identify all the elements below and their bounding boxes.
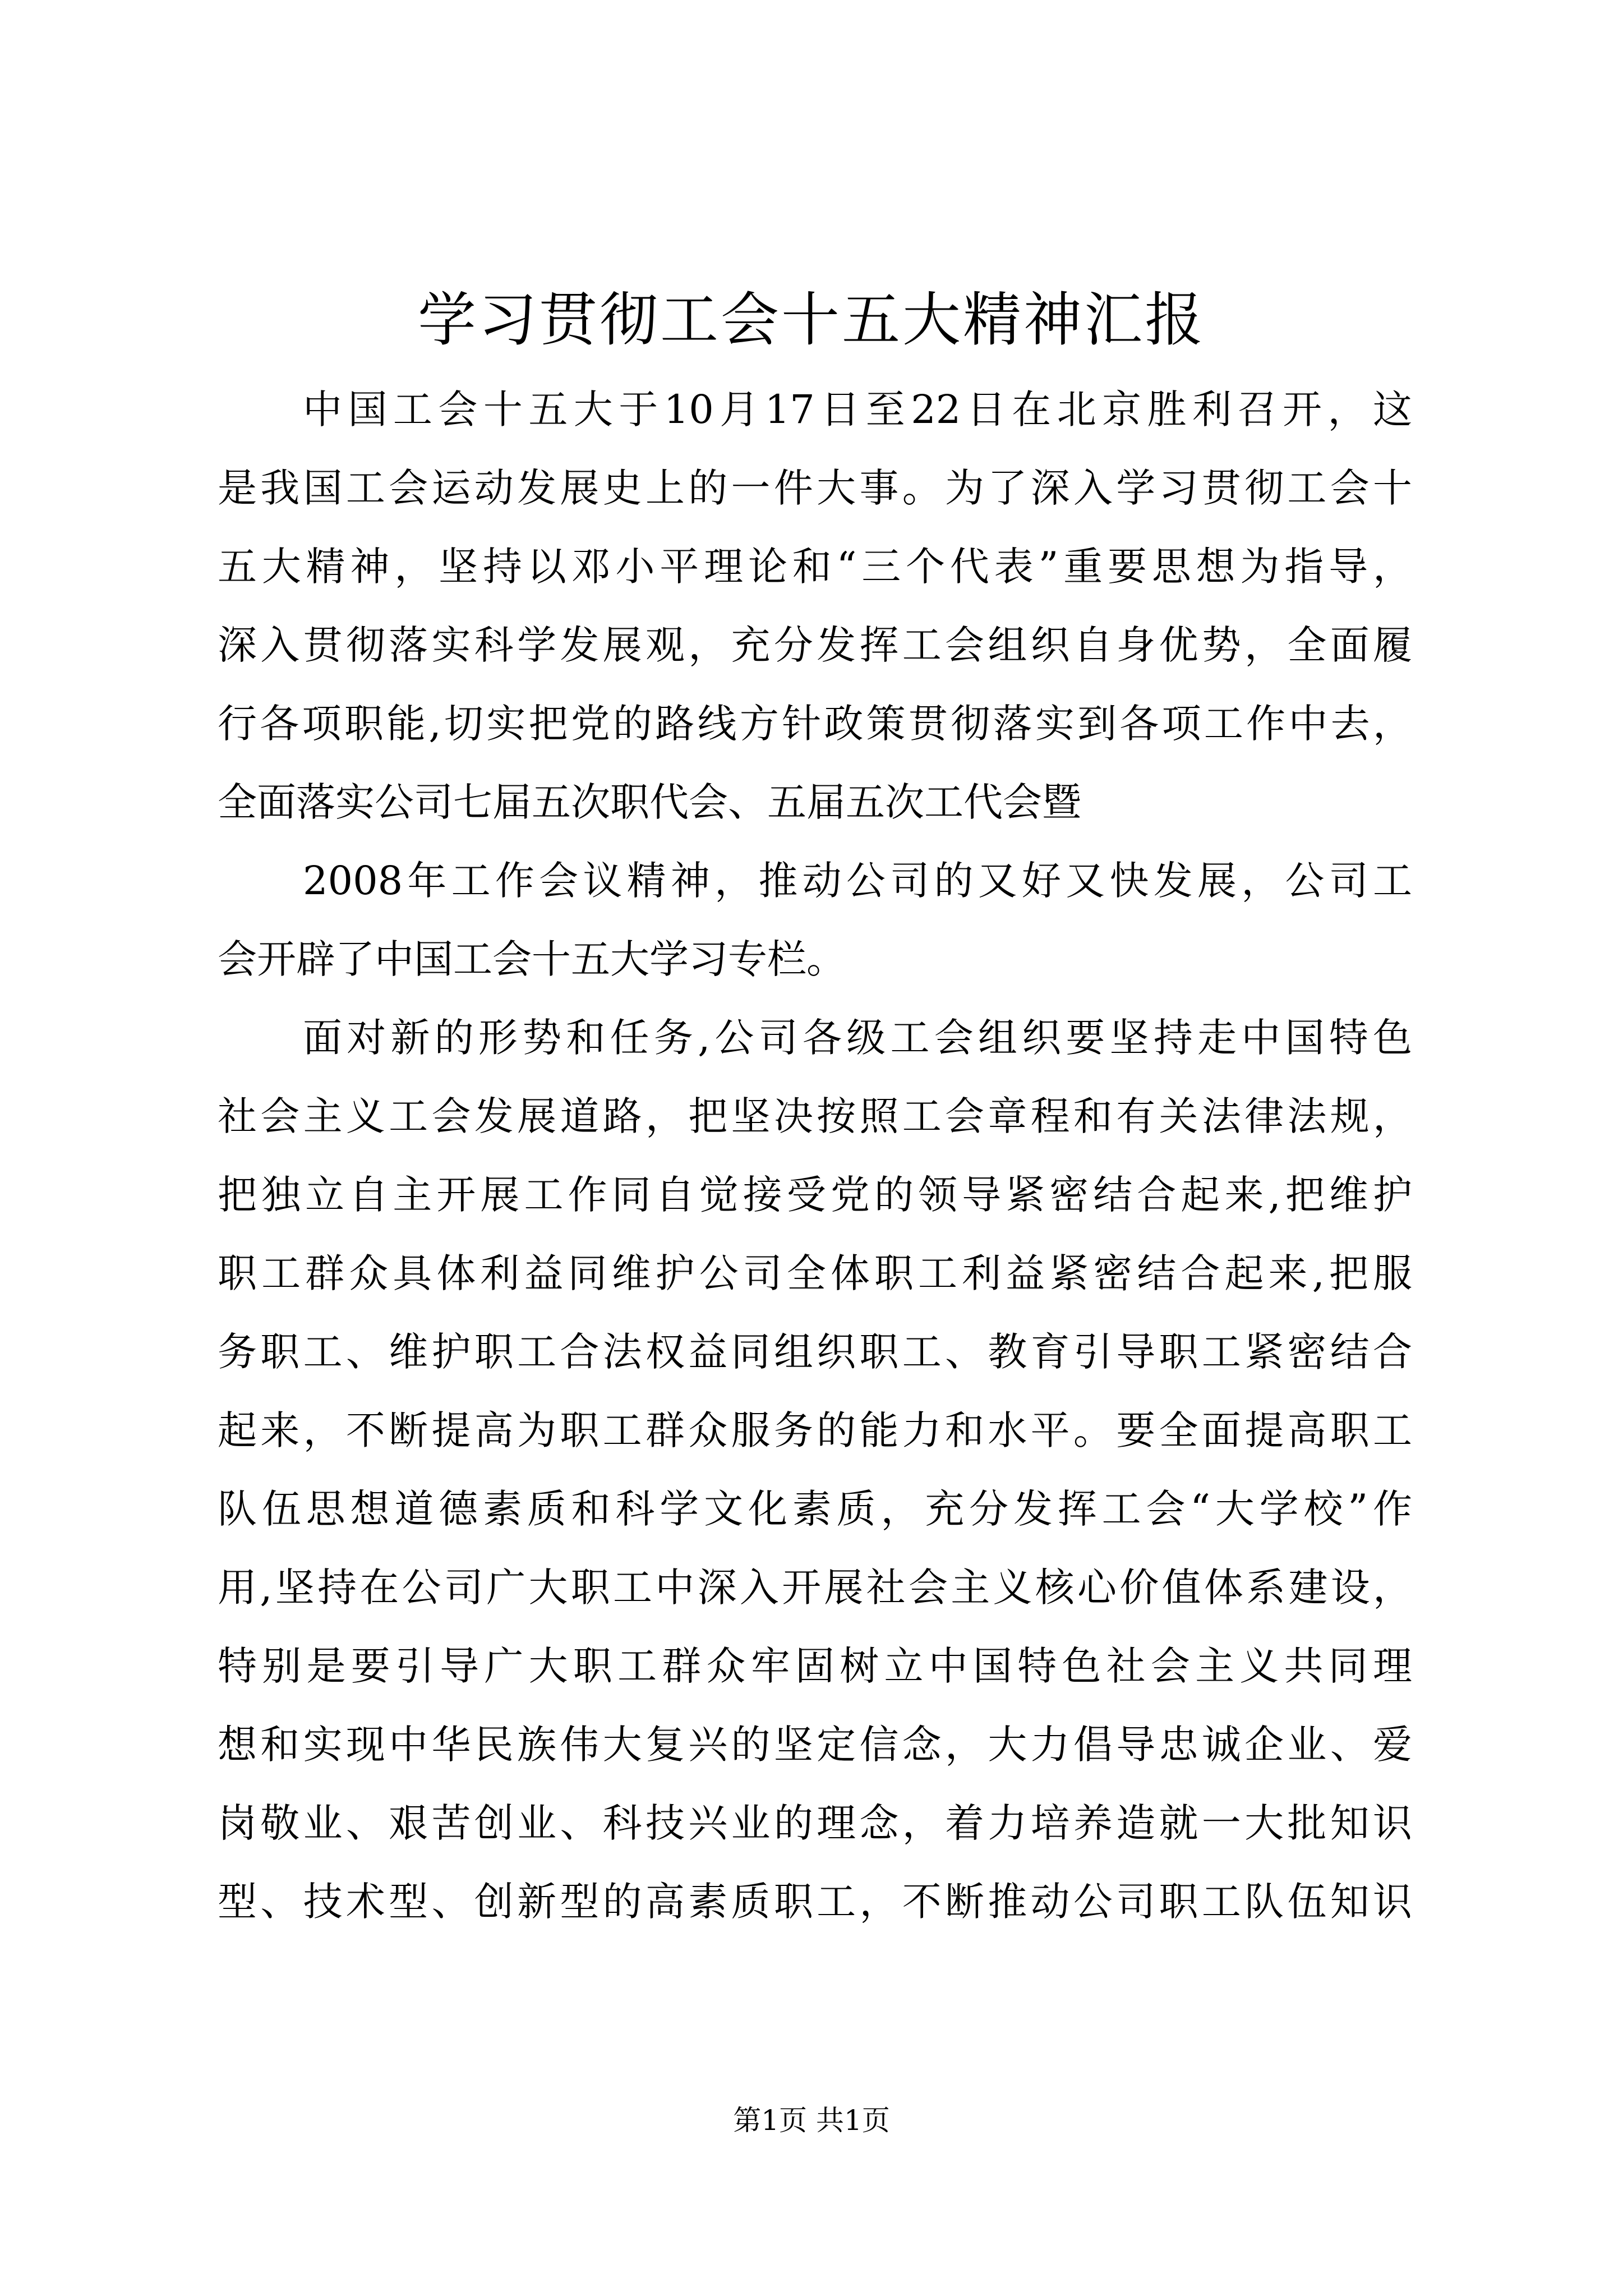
paragraph-3-line: 用,坚持在公司广大职工中深入开展社会主义核心价值体系建设， <box>218 1565 1412 1611</box>
document-title: 学习贯彻工会十五大精神汇报 <box>417 286 1205 354</box>
document-body <box>218 370 1412 1941</box>
paragraph-1-line: 深入贯彻落实科学发展观，充分发挥工会组织自身优势，全面履 <box>218 622 1412 668</box>
paragraph-3-line: 把独立自主开展工作同自觉接受党的领导紧密结合起来,把维护 <box>218 1172 1412 1218</box>
paragraph-1-line: 全面落实公司七届五次职代会、五届五次工代会暨 <box>218 779 1081 825</box>
paragraph-2-line: 2008年工作会议精神，推动公司的又好又快发展，公司工 <box>303 858 1412 904</box>
paragraph-1-line: 行各项职能,切实把党的路线方针政策贯彻落实到各项工作中去， <box>218 701 1412 747</box>
paragraph-3-line: 特别是要引导广大职工群众牢固树立中国特色社会主义共同理 <box>218 1643 1412 1689</box>
paragraph-3-line: 岗敬业、艰苦创业、科技兴业的理念，着力培养造就一大批知识 <box>218 1800 1412 1846</box>
paragraph-3-line: 面对新的形势和任务,公司各级工会组织要坚持走中国特色 <box>303 1015 1412 1061</box>
paragraph-3-line: 职工群众具体利益同维护公司全体职工利益紧密结合起来,把服 <box>218 1250 1412 1296</box>
paragraph-3-line: 社会主义工会发展道路，把坚决按照工会章程和有关法律法规， <box>218 1093 1412 1139</box>
paragraph-1-line: 五大精神，坚持以邓小平理论和“三个代表”重要思想为指导， <box>218 544 1412 590</box>
paragraph-3-line: 起来，不断提高为职工群众服务的能力和水平。要全面提高职工 <box>218 1407 1412 1453</box>
paragraph-1-line: 是我国工会运动发展史上的一件大事。为了深入学习贯彻工会十 <box>218 465 1412 511</box>
paragraph-2-line: 会开辟了中国工会十五大学习专栏。 <box>218 936 846 982</box>
paragraph-3-line: 想和实现中华民族伟大复兴的坚定信念，大力倡导忠诚企业、爱 <box>218 1722 1412 1768</box>
paragraph-3-line: 型、技术型、创新型的高素质职工，不断推动公司职工队伍知识 <box>218 1879 1412 1925</box>
paragraph-3-line: 务职工、维护职工合法权益同组织职工、教育引导职工紧密结合 <box>218 1329 1412 1375</box>
paragraph-3-line: 队伍思想道德素质和科学文化素质，充分发挥工会“大学校”作 <box>218 1486 1412 1532</box>
paragraph-1-line: 中国工会十五大于10月17日至22日在北京胜利召开，这 <box>303 386 1412 432</box>
page-footer: 第1页 共1页 <box>733 2104 890 2137</box>
